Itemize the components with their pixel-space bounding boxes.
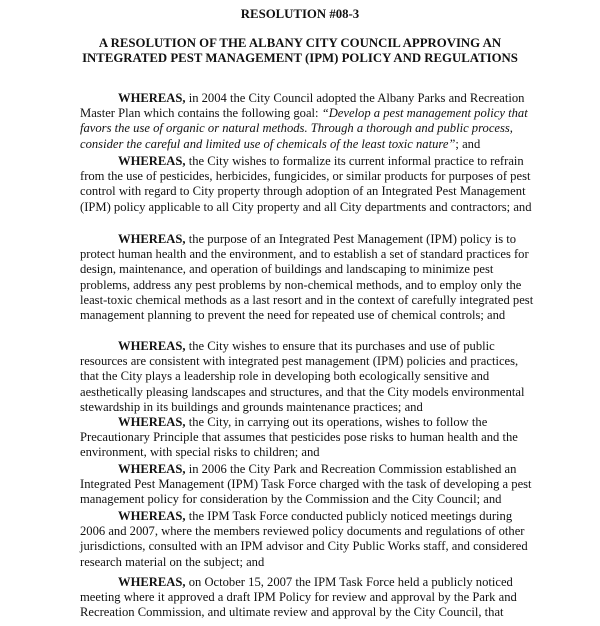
paragraph-line: problems, address any pest problems by non-chemical methods, and to employ only the bbox=[80, 277, 522, 292]
paragraph-line: aesthetically pleasing landscapes and structures, and that the City models environmental bbox=[80, 384, 525, 399]
heading-line: A RESOLUTION OF THE ALBANY CITY COUNCIL APPROVING AN bbox=[98, 36, 502, 50]
paragraph-lead: the City, in carrying out its operations, wishes to follow the bbox=[185, 415, 488, 429]
paragraph-lead: in 2006 the City Park and Recreation Commission established an bbox=[185, 462, 517, 476]
paragraph-line: least-toxic chemical methods as a last resort and in the context of carefully integrated pest bbox=[80, 292, 534, 307]
paragraph-line: resources are consistent with integrated pest management (IPM) policies and practices, bbox=[80, 354, 519, 369]
paragraph-first-line bbox=[80, 415, 600, 430]
whereas-label: WHEREAS, bbox=[118, 154, 186, 168]
whereas-label: WHEREAS, bbox=[118, 91, 186, 105]
paragraph-line: 2006 and 2007, where the members reviewed policy documents and regulations of other bbox=[80, 524, 525, 539]
whereas-label: WHEREAS, bbox=[118, 462, 186, 476]
whereas-label: WHEREAS, bbox=[118, 232, 186, 246]
paragraph-line: from the use of pesticides, herbicides, fungicides, or similar products for purposes of pest bbox=[80, 169, 531, 184]
paragraph-lead: the City wishes to formalize its current informal practice to refrain bbox=[185, 154, 524, 168]
whereas-paragraph-3 bbox=[80, 232, 600, 323]
paragraph-line: design, maintenance, and operation of buildings and landscaping to minimize pest bbox=[80, 262, 494, 277]
paragraph-text: ; and bbox=[455, 136, 481, 151]
whereas-paragraph-5 bbox=[80, 415, 600, 461]
paragraph-line: that the City plays a leadership role in developing both ecologically sensitive and bbox=[80, 369, 490, 384]
paragraph-line bbox=[80, 137, 600, 152]
paragraph-line: meeting where it approved a draft IPM Policy for review and approval by the Park and bbox=[80, 590, 517, 605]
quoted-goal-line: favors the use of organic or natural methods. Through a thorough and public process, bbox=[80, 121, 513, 136]
paragraph-first-line bbox=[80, 462, 600, 477]
whereas-label: WHEREAS, bbox=[118, 509, 186, 523]
whereas-paragraph-1 bbox=[80, 91, 600, 152]
paragraph-line: management policy for consideration by the Commission and the City Council; and bbox=[80, 492, 502, 507]
paragraph-line: control with regard to City property through adoption of an Integrated Pest Management bbox=[80, 184, 526, 199]
resolution-title: RESOLUTION #08-3 bbox=[240, 7, 360, 21]
paragraph-line: stewardship in its buildings and grounds maintenance practices; and bbox=[80, 399, 423, 414]
paragraph-first-line bbox=[80, 232, 600, 247]
paragraph-line: Recreation Commission, and ultimate review and approval by the City Council, that bbox=[80, 605, 504, 620]
paragraph-line: jurisdictions, consulted with an IPM advisor and City Public Works staff, and considered bbox=[80, 539, 528, 554]
paragraph-line: protect human health and the environment, and to establish a set of standard practices for bbox=[80, 247, 529, 262]
paragraph-lead: the City wishes to ensure that its purchases and use of public bbox=[185, 339, 495, 353]
whereas-label: WHEREAS, bbox=[118, 415, 186, 429]
paragraph-line: (IPM) policy applicable to all City property and all City departments and contractors; and bbox=[80, 199, 532, 214]
paragraph-line: research material on the subject; and bbox=[80, 554, 265, 569]
whereas-label: WHEREAS, bbox=[118, 339, 186, 353]
quoted-goal: “Develop a pest management policy that bbox=[321, 106, 528, 121]
paragraph-line: management planning to prevent the need for repeated use of chemical controls; and bbox=[80, 308, 506, 323]
paragraph-lead: in 2004 the City Council adopted the Albany Parks and Recreation bbox=[185, 91, 525, 105]
paragraph-first-line bbox=[80, 575, 600, 590]
paragraph-line: Precautionary Principle that assumes that pesticides pose risks to human health and the bbox=[80, 430, 518, 445]
paragraph-first-line bbox=[80, 509, 600, 524]
whereas-paragraph-6 bbox=[80, 462, 600, 508]
quoted-goal: consider the careful and limited use of chemicals of the least toxic nature” bbox=[80, 136, 456, 151]
heading-line: INTEGRATED PEST MANAGEMENT (IPM) POLICY AND REGULATIONS bbox=[82, 51, 518, 65]
whereas-paragraph-2 bbox=[80, 154, 600, 215]
resolution-heading bbox=[55, 36, 545, 66]
whereas-paragraph-4 bbox=[80, 339, 600, 415]
paragraph-line: environment, with special risks to children; and bbox=[80, 445, 320, 460]
paragraph-first-line bbox=[80, 154, 600, 169]
paragraph-first-line bbox=[80, 91, 600, 106]
paragraph-lead: on October 15, 2007 the IPM Task Force held a publicly noticed bbox=[185, 575, 513, 589]
whereas-label: WHEREAS, bbox=[118, 575, 186, 589]
paragraph-first-line bbox=[80, 339, 600, 354]
whereas-paragraph-7 bbox=[80, 509, 600, 570]
paragraph-text: Master Plan which contains the following goal: bbox=[80, 106, 322, 121]
paragraph-line bbox=[80, 106, 600, 121]
paragraph-lead: the purpose of an Integrated Pest Management (IPM) policy is to bbox=[185, 232, 517, 246]
paragraph-lead: the IPM Task Force conducted publicly noticed meetings during bbox=[185, 509, 513, 523]
whereas-paragraph-8 bbox=[80, 575, 600, 621]
paragraph-line: Integrated Pest Management (IPM) Task Force charged with the task of developing a pest bbox=[80, 477, 532, 492]
